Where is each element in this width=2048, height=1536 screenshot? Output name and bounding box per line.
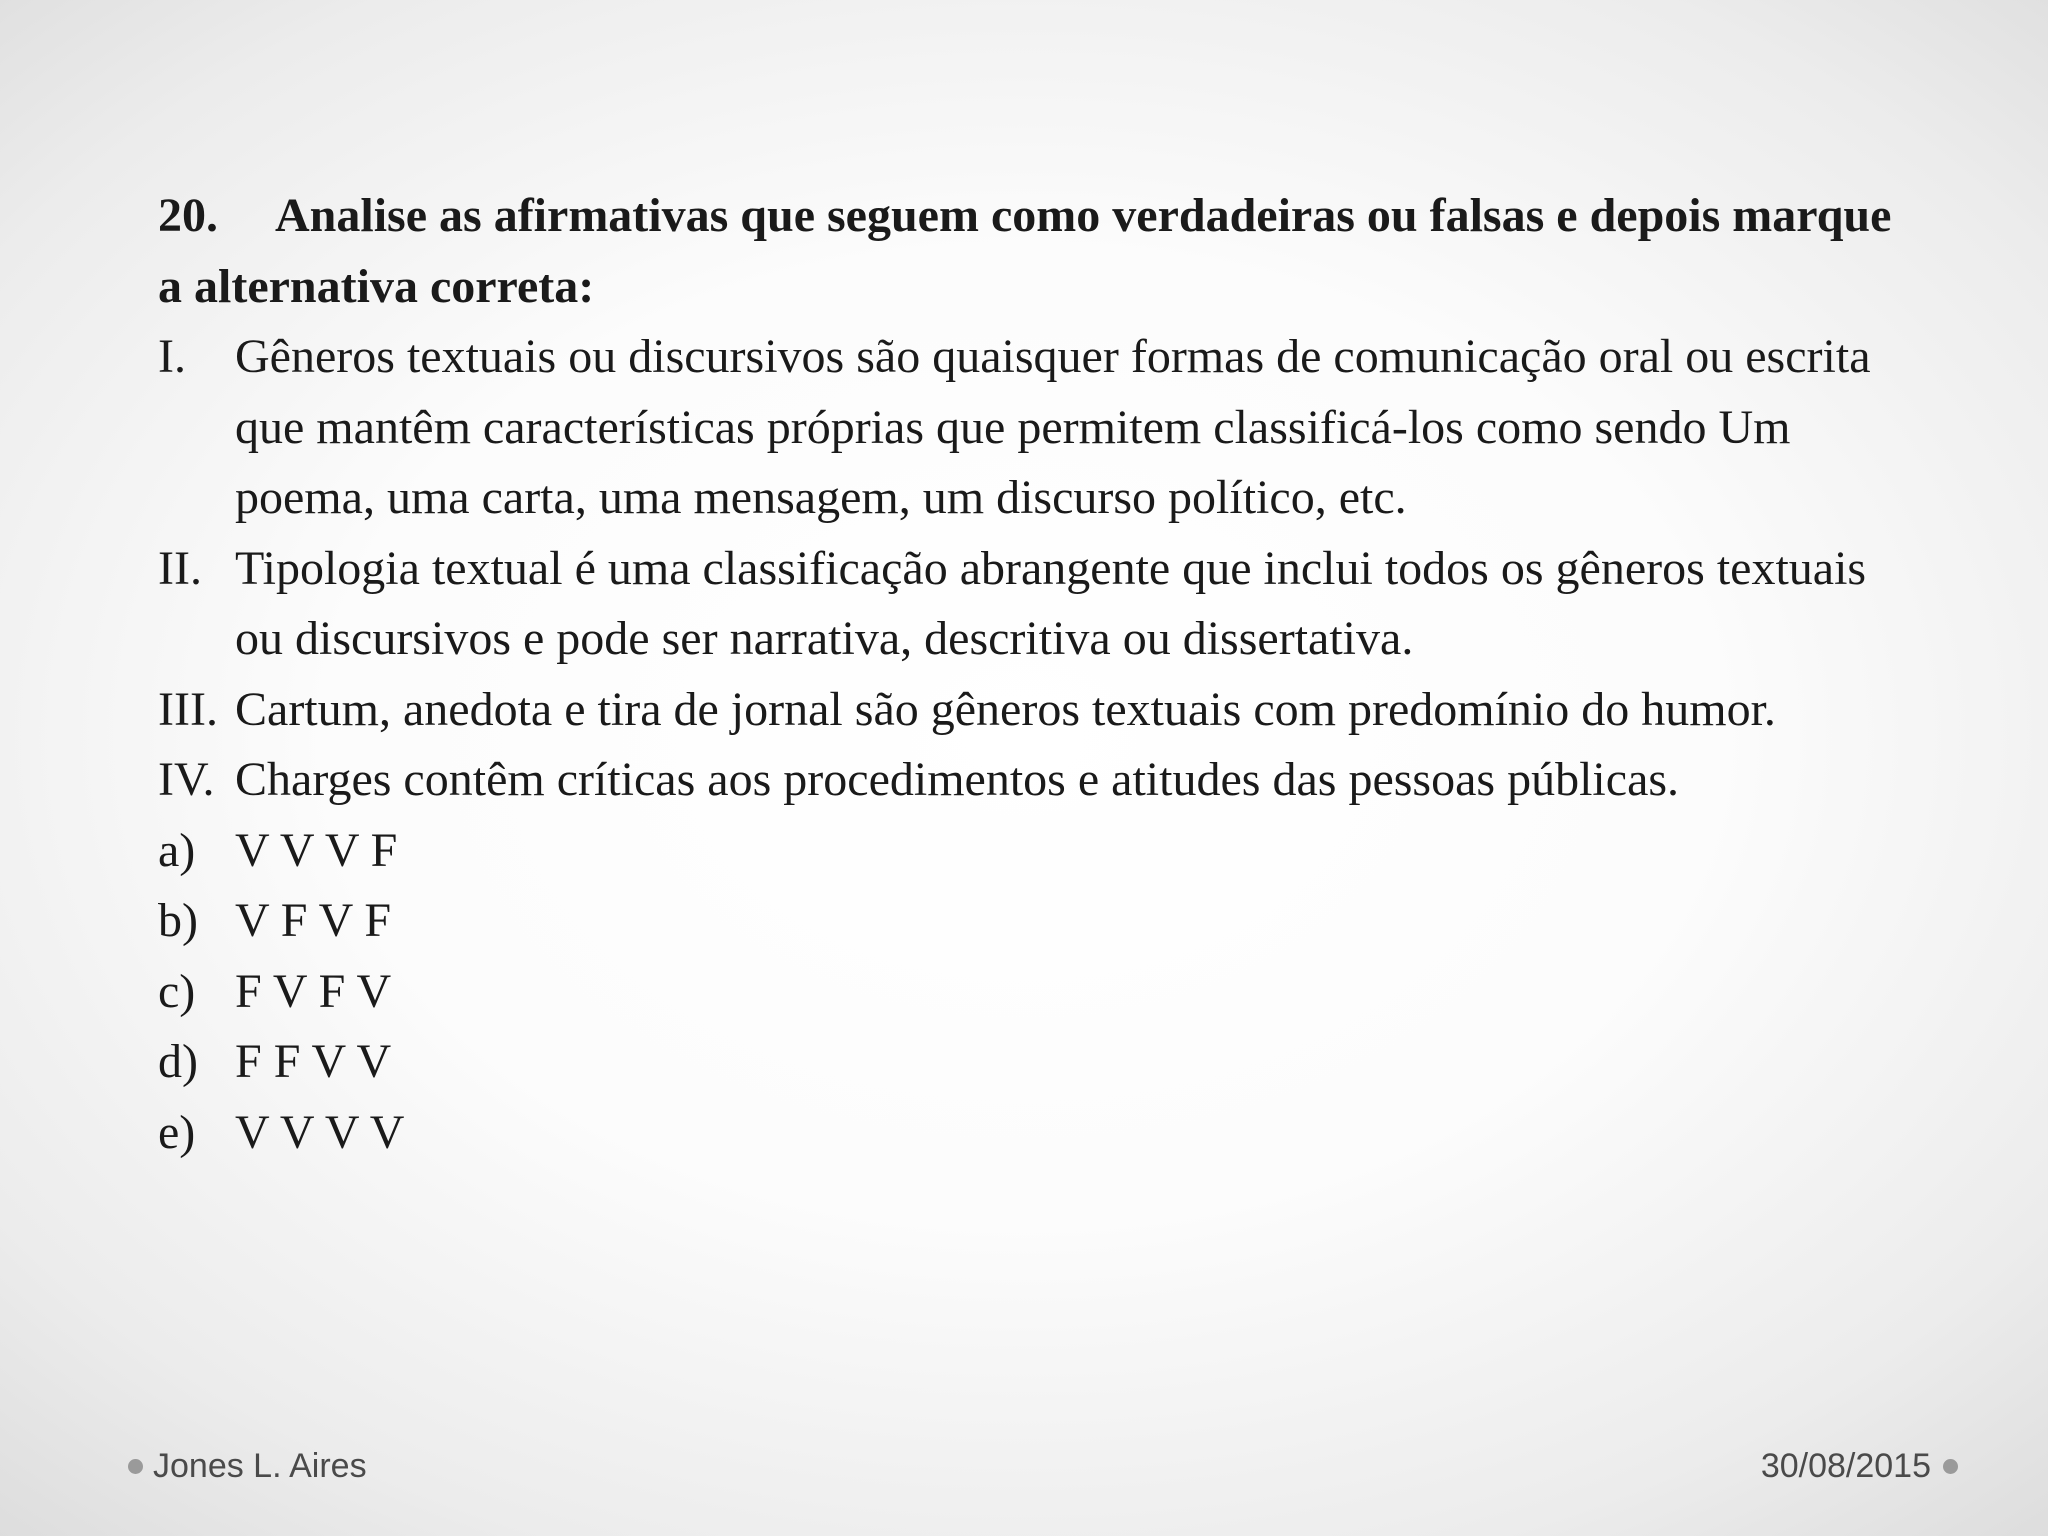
option-text: F F V V — [235, 1035, 392, 1088]
statement-item — [158, 322, 1898, 534]
option-text: V V V V — [235, 1105, 405, 1159]
footer-date — [1761, 1444, 1958, 1488]
statement-text: Tipologia textual é uma classificação abrangente que inclui todos os gêneros textuais ou discursivos e pode ser narrativa, descritiva ou dissertativa. — [235, 541, 1867, 665]
statement-text: Cartum, anedota e tira de jornal são gêneros textuais com predomínio do humor. — [235, 682, 1776, 736]
bullet-dot-icon — [128, 1459, 143, 1474]
statement-marker: IV. — [158, 753, 215, 806]
option-text: V F V F — [235, 894, 392, 947]
option-item — [158, 1098, 1898, 1169]
bullet-dot-icon — [1943, 1459, 1958, 1474]
footer-author — [128, 1444, 367, 1488]
option-marker: d) — [158, 1035, 198, 1088]
question-title — [158, 181, 1898, 322]
option-marker: b) — [158, 894, 198, 947]
question-prompt: Analise as afirmativas que seguem como verdadeiras ou falsas e depois marque a alternativa correta: — [158, 189, 1892, 313]
slide-content — [158, 181, 1898, 1168]
statement-text: Charges contêm críticas aos procedimentos e atitudes das pessoas públicas. — [235, 753, 1680, 806]
statement-marker: I. — [158, 330, 186, 383]
option-item — [158, 886, 1898, 957]
option-marker: e) — [158, 1105, 196, 1159]
statement-text: Gêneros textuais ou discursivos são quaisquer formas de comunicação oral ou escrita que mantêm características próprias que permitem classificá-los como sendo Um poema, uma carta, uma mensagem, um discurso político, etc. — [235, 330, 1871, 524]
option-item — [158, 957, 1898, 1028]
option-item — [158, 1027, 1898, 1098]
question-number: 20. — [158, 189, 218, 242]
statement-item — [158, 745, 1898, 816]
footer-author-text: Jones L. Aires — [153, 1447, 367, 1485]
option-text: V V V F — [235, 823, 398, 877]
option-marker: c) — [158, 964, 196, 1018]
statement-item — [158, 675, 1898, 746]
option-item — [158, 816, 1898, 887]
statement-marker: III. — [158, 682, 218, 736]
footer-date-text: 30/08/2015 — [1760, 1447, 1931, 1485]
option-marker: a) — [158, 823, 196, 877]
option-text: F V F V — [235, 964, 392, 1018]
statement-item — [158, 534, 1898, 675]
statement-marker: II. — [158, 541, 202, 595]
